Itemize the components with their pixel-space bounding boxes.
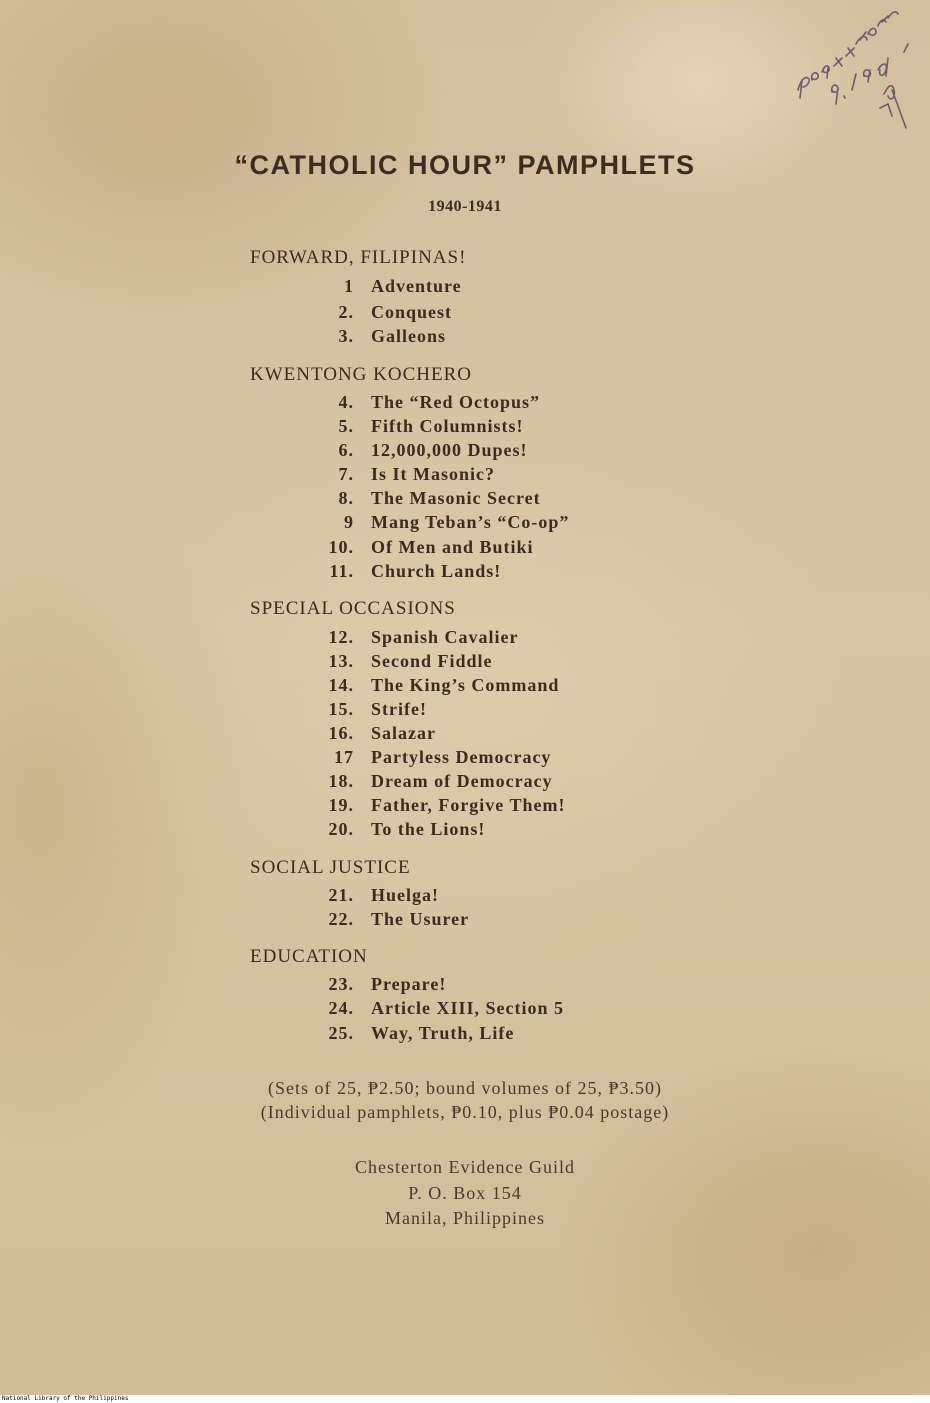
item-title: Conquest [371,302,453,322]
item-title: Partyless Democracy [371,747,552,767]
item-number: 19. [328,795,354,815]
list-item [300,416,524,437]
item-number: 18. [328,771,354,791]
list-item [300,747,551,768]
list-item [300,464,495,485]
item-number: 2. [338,302,354,322]
handwritten-catalog-note [792,4,912,134]
section-heading-special-occasions: SPECIAL OCCASIONS [250,598,456,619]
section-heading-social-justice: SOCIAL JUSTICE [250,857,411,878]
list-item [300,819,485,840]
item-number: 20. [328,819,354,839]
section-heading-forward-filipinas: FORWARD, FILIPINAS! [250,247,467,268]
item-number: 13. [328,651,354,671]
item-title: Church Lands! [371,561,502,581]
list-item [300,512,569,533]
publisher-city: Manila, Philippines [385,1208,545,1228]
list-item [300,488,541,509]
item-number: 6. [338,440,354,460]
item-title: To the Lions! [371,819,486,839]
item-title: Dream of Democracy [371,771,553,791]
item-title: Huelga! [371,885,439,905]
item-title: Way, Truth, Life [371,1023,515,1043]
item-number: 8. [338,488,354,508]
item-number: 14. [328,675,354,695]
item-title: Mang Teban’s “Co-op” [371,512,570,532]
item-title: Spanish Cavalier [371,627,519,647]
list-item [300,651,493,672]
item-title: Of Men and Butiki [371,537,534,557]
publisher-po-box: P. O. Box 154 [408,1183,522,1203]
item-number: 12. [328,627,354,647]
item-number: 10. [328,537,354,557]
item-title: The “Red Octopus” [371,392,541,412]
item-title: Second Fiddle [371,651,493,671]
item-number: 22. [328,909,354,929]
item-title: Prepare! [371,974,447,994]
list-item [300,699,427,720]
item-title: The Usurer [371,909,470,929]
item-number: 21. [328,885,354,905]
item-title: Father, Forgive Them! [371,795,566,815]
list-item [300,392,540,413]
list-item [300,974,446,995]
item-number: 7. [338,464,354,484]
item-title: Is It Masonic? [371,464,496,484]
list-item [300,771,553,792]
item-title: Adventure [371,276,462,296]
pricing-individual-line: (Individual pamphlets, ₱0.10, plus ₱0.04 postage) [260,1102,670,1122]
list-item [300,302,452,323]
item-number: 24. [328,998,354,1018]
item-title: Galleons [371,326,447,346]
item-number: 25. [328,1023,354,1043]
item-title: The Masonic Secret [371,488,541,508]
list-item [300,795,565,816]
list-item [300,1023,514,1044]
item-number: 5. [338,416,354,436]
page-title: “CATHOLIC HOUR” PAMPHLETS [234,150,696,180]
item-number: 3. [338,326,354,346]
list-item [300,537,534,558]
item-number: 23. [328,974,354,994]
item-title: Strife! [371,699,427,719]
list-item [300,276,462,297]
section-heading-education: EDUCATION [250,946,368,967]
item-number: 15. [328,699,354,719]
item-title: 12,000,000 Dupes! [371,440,528,460]
item-number: 4. [338,392,354,412]
item-number: 1 [344,276,354,296]
item-number: 9 [344,512,354,532]
date-range: 1940-1941 [428,198,502,215]
item-title: Fifth Columnists! [371,416,524,436]
pricing-sets-line: (Sets of 25, ₱2.50; bound volumes of 25, ₱3.50) [267,1078,662,1098]
footer-strip [0,1395,930,1403]
list-item [300,561,501,582]
list-item [300,998,564,1019]
list-item [300,885,439,906]
section-heading-kwentong-kochero: KWENTONG KOCHERO [250,364,472,385]
list-item [300,723,436,744]
publisher-name: Chesterton Evidence Guild [355,1157,575,1177]
item-title: The King’s Command [371,675,560,695]
item-number: 16. [328,723,354,743]
list-item [300,675,559,696]
list-item [300,326,446,347]
list-item [300,627,519,648]
item-number: 11. [329,561,354,581]
item-title: Salazar [371,723,436,743]
library-credit: National Library of the Philippines [2,1395,129,1402]
item-title: Article XIII, Section 5 [371,998,564,1018]
list-item [300,440,528,461]
list-item [300,909,469,930]
item-number: 17 [334,747,354,767]
